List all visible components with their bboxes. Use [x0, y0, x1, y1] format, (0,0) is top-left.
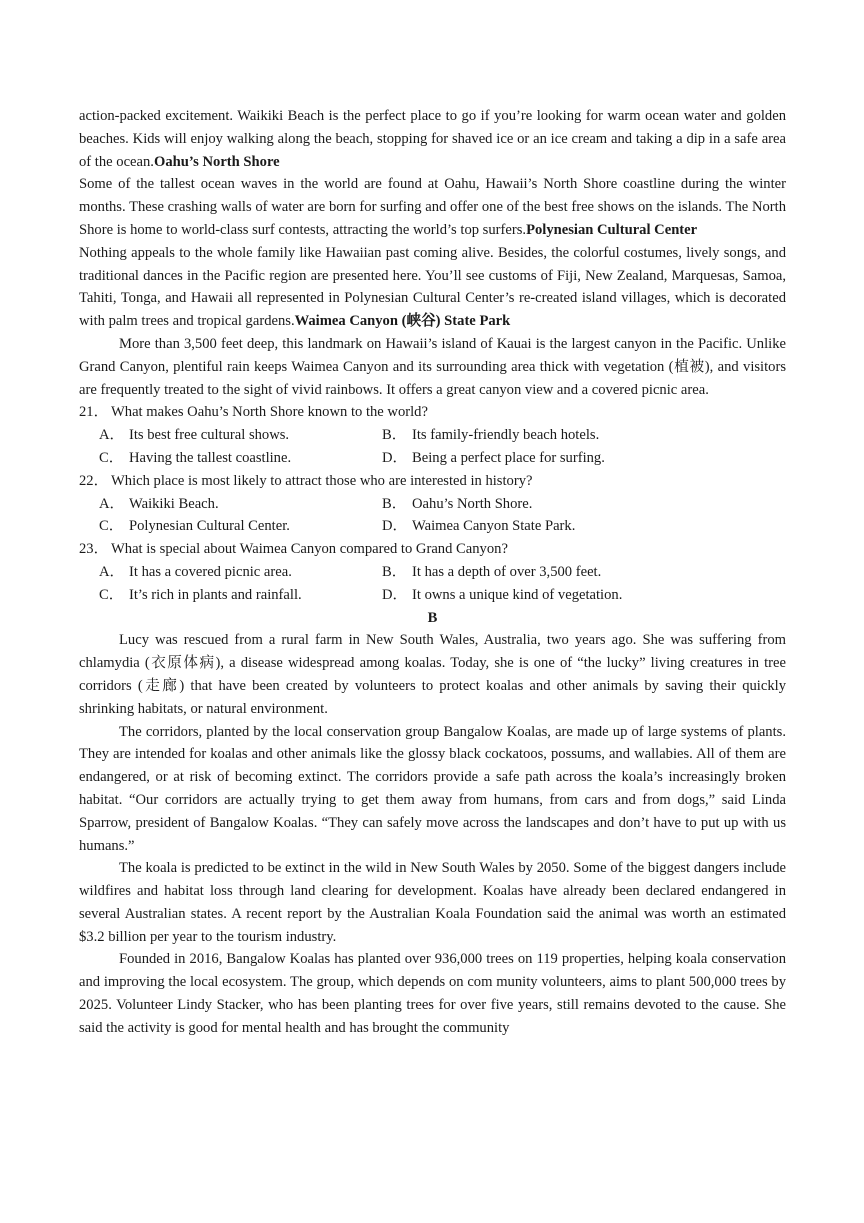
question-number: 21． [79, 404, 109, 421]
option-c[interactable]: C． Having the tallest coastline. [99, 449, 292, 466]
passage-a-paragraph-4: More than 3,500 feet deep, this landmark on Hawaii’s island of Kauai is the largest canyon in the Pacific. Unlike Grand Canyon, plentiful rain keeps Waimea Canyon and its surrounding area thick with vegetation (植被), and visitors are frequently treated to the sight of vivid rainbows. It offers a great canyon view and a covered picnic area. [79, 335, 786, 398]
passage-a-paragraph-3: Nothing appeals to the whole family like Hawaiian past coming alive. Besides, the colorful costumes, lively songs, and traditional dances in the Pacific region are presented here. You’ll see customs of Fiji, New Zealand, Marquesas, Samoa, Tahiti, Tonga, and Hawaii all represented in Polynesian Cultural Center’s re-created island villages, which is decorated with palm trees and tropical gardens.Waimea Canyon (峡谷) State Park [79, 244, 786, 330]
option-a[interactable]: A． Waikiki Beach. [99, 495, 219, 512]
exam-page [79, 105, 786, 1040]
option-c[interactable]: C． It’s rich in plants and rainfall. [99, 586, 302, 603]
option-b[interactable]: B． It has a depth of over 3,500 feet. [382, 563, 602, 580]
option-a[interactable]: A． It has a covered picnic area. [99, 563, 292, 580]
passage-b-paragraph-4: Founded in 2016, Bangalow Koalas has planted over 936,000 trees on 119 properties, helping koala conservation and improving the local ecosystem. The group, which depends on com munity volunteers, aims to plant 500,000 trees by 2025. Volunteer Lindy Stacker, who has been planting trees for over five years, still remains devoted to the cause. She said the activity is good for mental health and has brought the community [79, 951, 786, 1036]
question-21 [79, 401, 786, 469]
heading-north-shore: Oahu’s North Shore [153, 153, 280, 170]
question-22 [79, 470, 786, 538]
option-b[interactable]: B． Oahu’s North Shore. [382, 495, 533, 512]
passage-a-paragraph-1: action-packed excitement. Waikiki Beach is the perfect place to go if you’re looking for warm ocean water and golden beaches. Kids will enjoy walking along the beach, stopping for shaved ice or an ice cream and taking a dip in a safe area of the ocean.Oahu’s North Shore [79, 108, 786, 170]
passage-a-paragraph-2: Some of the tallest ocean waves in the world are found at Oahu, Hawaii’s North Shore coastline during the winter months. These crashing walls of water are born for surfing and offer one of the best free shows on the islands. The North Shore is home to world-class surf contests, attracting the world’s top surfers.Polynesian Cultural Center [79, 176, 786, 238]
option-a[interactable]: A． Its best free cultural shows. [99, 427, 290, 444]
section-b-title: B [427, 609, 438, 626]
option-d[interactable]: D． Waimea Canyon State Park. [382, 518, 576, 535]
question-23 [79, 538, 786, 606]
question-text: What is special about Waimea Canyon compared to Grand Canyon? [111, 541, 508, 558]
question-number: 22． [79, 472, 109, 489]
option-c[interactable]: C． Polynesian Cultural Center. [99, 518, 290, 535]
option-d[interactable]: D． It owns a unique kind of vegetation. [382, 586, 623, 603]
heading-waimea: Waimea Canyon (峡谷) State Park [294, 313, 511, 330]
option-d[interactable]: D． Being a perfect place for surfing. [382, 449, 605, 466]
passage-b-paragraph-3: The koala is predicted to be extinct in the wild in New South Wales by 2050. Some of the biggest dangers include wildfires and habitat loss through land clearing for development. Koalas have already been declared endangered in several Australian states. A recent report by the Australian Koala Foundation said the animal was worth an estimated $3.2 billion per year to the tourism industry. [79, 860, 786, 945]
question-text: Which place is most likely to attract those who are interested in history? [111, 472, 533, 489]
passage-b-paragraph-1: Lucy was rescued from a rural farm in New South Wales, Australia, two years ago. She was suffering from chlamydia (衣原体病), a disease widespread among koalas. Today, she is one of “the lucky” living creatures in tree corridors (走廊) that have been created by volunteers to protect koalas and other animals by saving their quickly shrinking habitats, or natural environment. [79, 632, 786, 717]
question-number: 23． [79, 541, 109, 558]
question-text: What makes Oahu’s North Shore known to the world? [111, 404, 428, 421]
passage-b-paragraph-2: The corridors, planted by the local conservation group Bangalow Koalas, are made up of large systems of plants. They are intended for koalas and other animals like the glossy black cockatoos, possums, and wallabies. All of them are endangered, or at risk of becoming extinct. The corridors provide a safe path across the koala’s increasingly broken habitat. “Our corridors are actually trying to get them away from humans, from cars and from dogs,” said Linda Sparrow, president of Bangalow Koalas. “They can safely move across the landscapes and don’t have to put up with us humans.” [79, 723, 786, 854]
option-b[interactable]: B． Its family-friendly beach hotels. [382, 427, 600, 444]
heading-polynesian: Polynesian Cultural Center [526, 221, 698, 238]
